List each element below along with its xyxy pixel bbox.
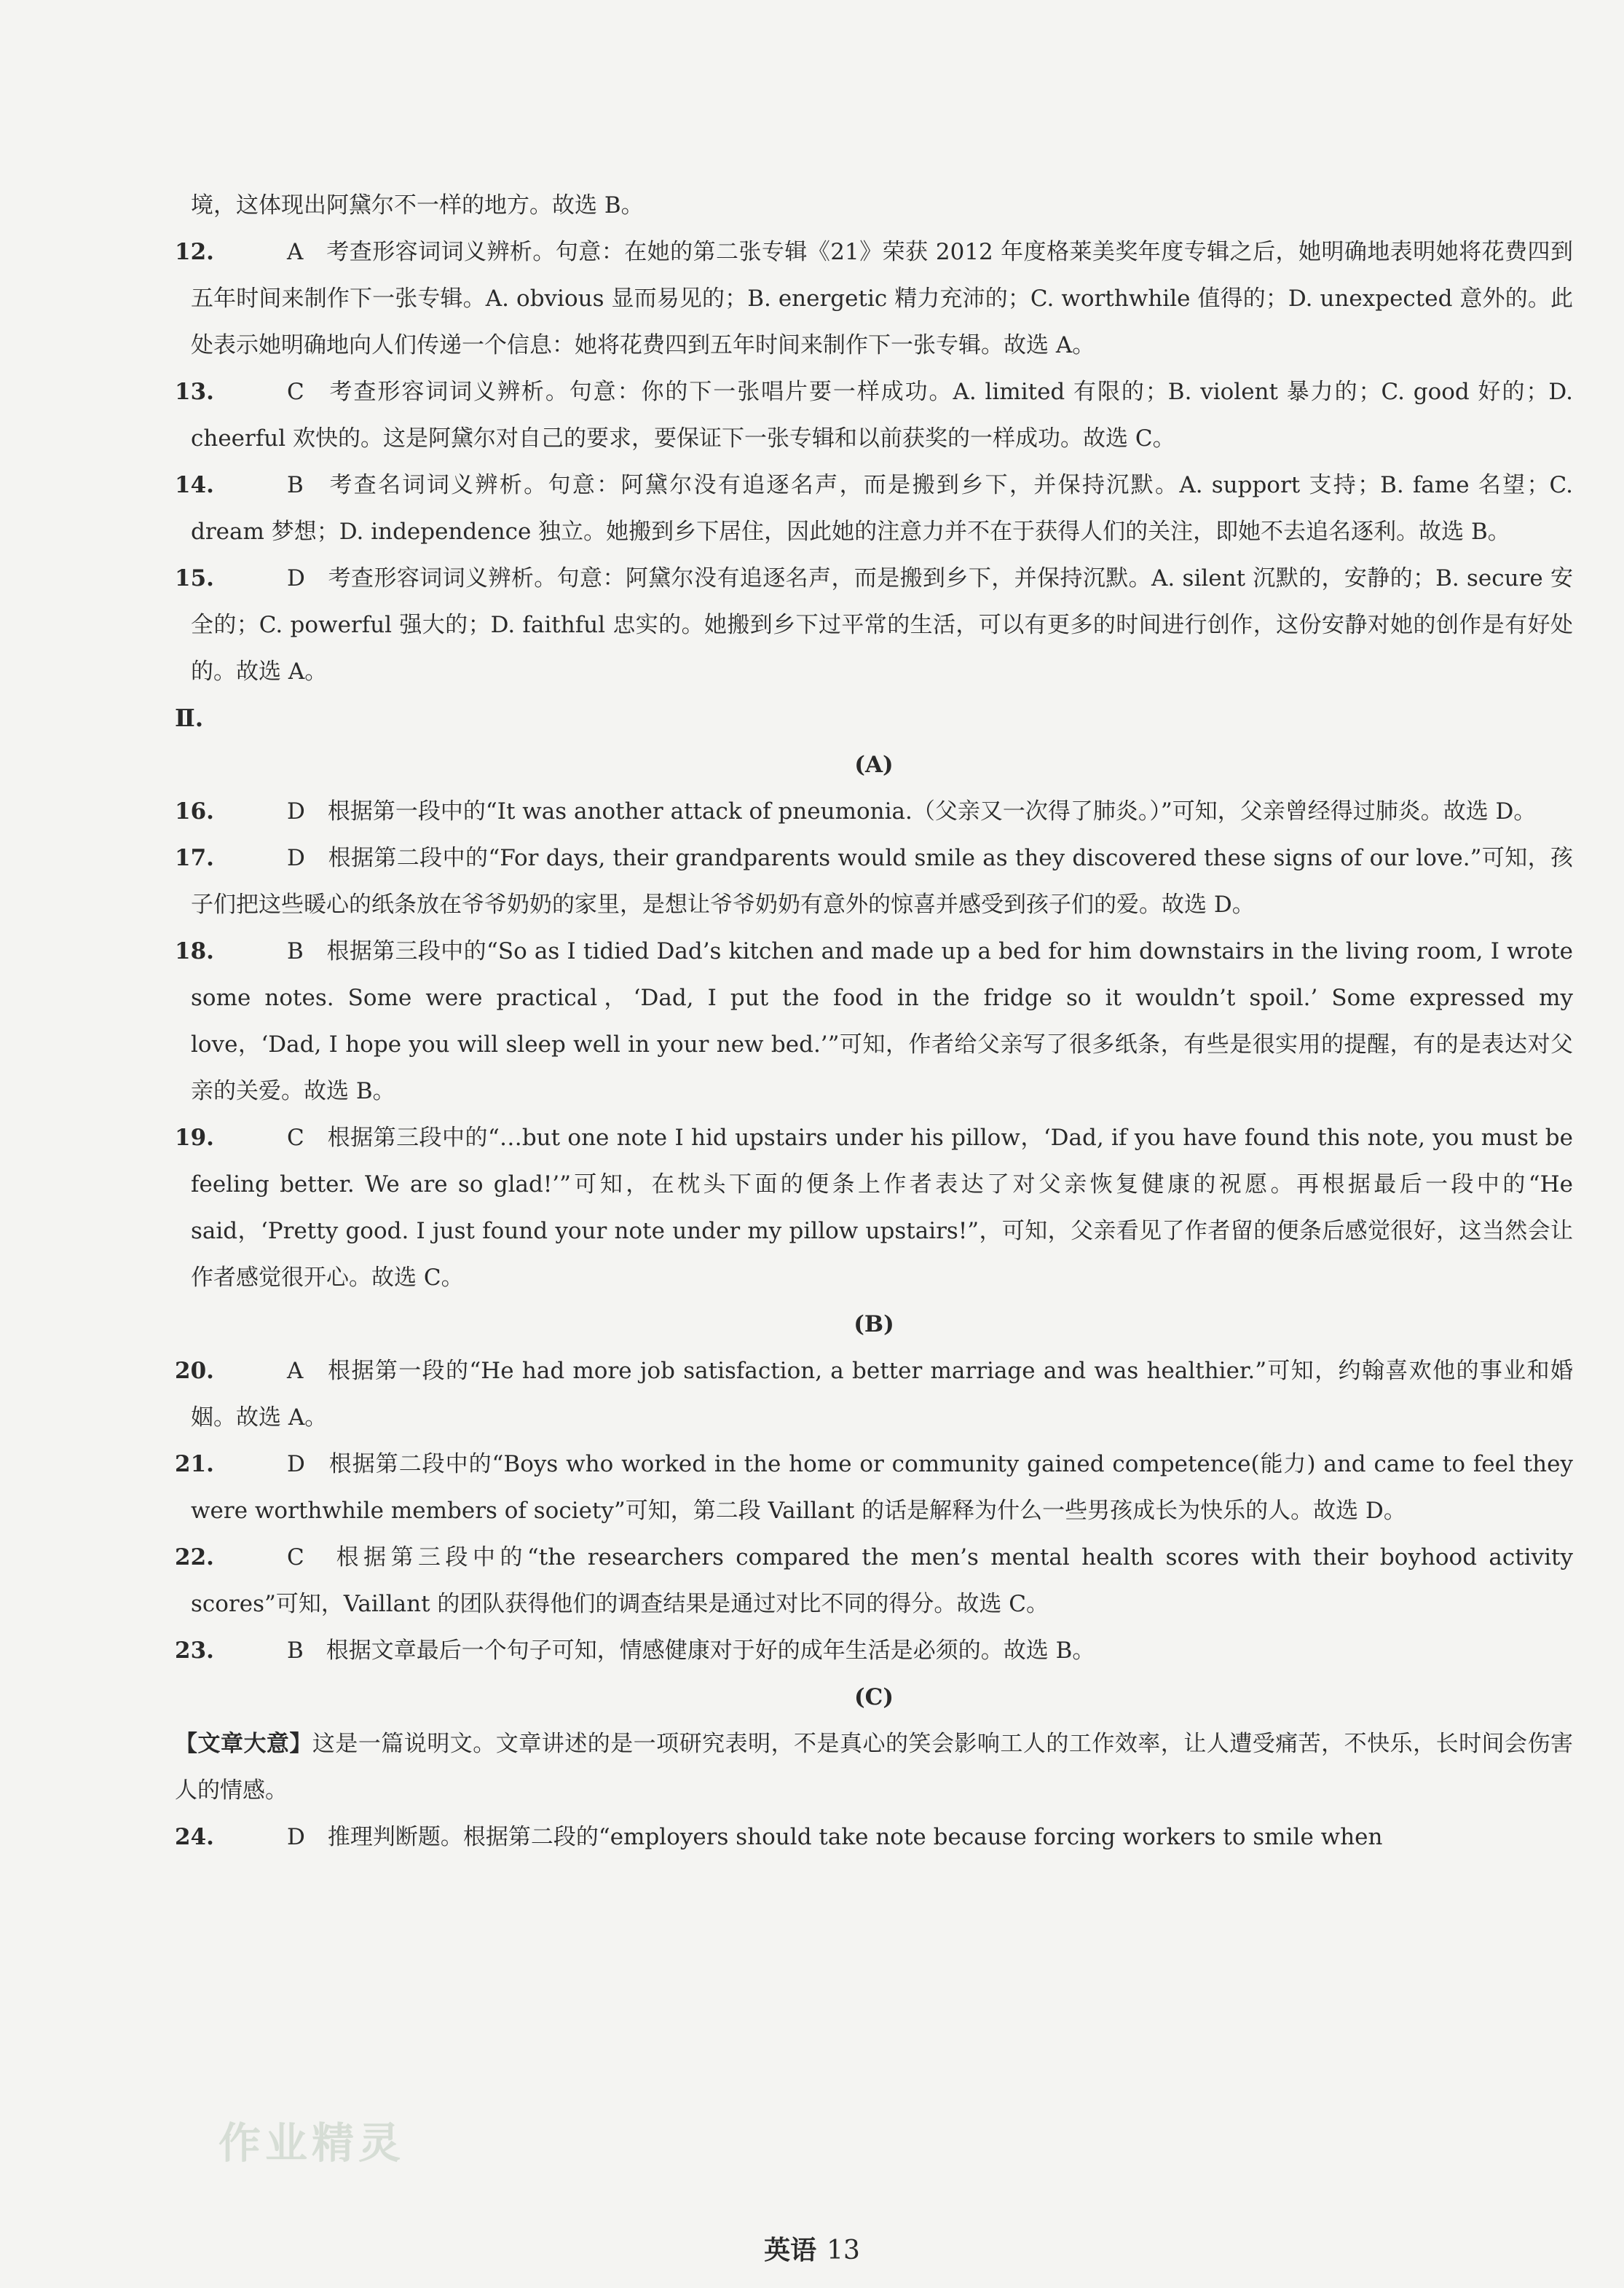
subject-label: 英语 [764,2235,817,2265]
answer-item: 21. D 根据第二段中的“Boys who worked in the home or community gained competence(能力) and came to feel they were worthwhile members of society”可知，第二段 Vaillant 的话是解释为什么一些男孩成长为快乐的人。故选 D。 [175,1451,1573,1524]
watermark-logo: 作业精灵 [218,2118,406,2168]
article-summary: 【文章大意】这是一篇说明文。文章讲述的是一项研究表明，不是真心的笑会影响工人的工作效率，让人遭受痛苦，不快乐，长时间会伤害人的情感。 [175,1731,1574,1804]
section-heading-c: (C) [854,1684,894,1710]
answer-item: 24. D 推理判断题。根据第二段的“employers should take note because forcing workers to smile when [175,1824,1383,1850]
answer-content [175,182,1573,1860]
section-heading-a: (A) [854,752,894,778]
answer-item: 12. A 考查形容词词义辨析。句意：在她的第二张专辑《21》荣获 2012 年度格莱美奖年度专辑之后，她明确地表明她将花费四到五年时间来制作下一张专辑。A. obvious 显而易见的；B. energetic 精力充沛的；C. worthwhile 值得的；D. unexpected 意外的。此处表示她明确地向人们传递一个信息：她将花费四到五年时间来制作下一张专辑。故选 A。 [175,239,1573,358]
answer-item: 20. A 根据第一段的“He had more job satisfaction, a better marriage and was healthier.”可知，约翰喜欢他的事业和婚姻。故选 A。 [175,1358,1573,1431]
answer-continuation: 境，这体现出阿黛尔不一样的地方。故选 B。 [191,192,644,219]
part-heading: Ⅱ. [175,704,204,732]
answer-item: 23. B 根据文章最后一个句子可知，情感健康对于好的成年生活是必须的。故选 B。 [175,1638,1095,1664]
answer-item: 16. D 根据第一段中的“It was another attack of pneumonia.（父亲又一次得了肺炎。）”可知，父亲曾经得过肺炎。故选 D。 [175,798,1537,825]
answer-item: 18. B 根据第三段中的“So as I tidied Dad’s kitchen and made up a bed for him downstairs in the living room, I wrote some notes. Some were practical，‘Dad, I put the food in the fridge so it wouldn’t spoil.’ Some expressed my love，‘Dad, I hope you will sleep well in your new bed.’”可知，作者给父亲写了很多纸条，有些是很实用的提醒，有的是表达对父亲的关爱。故选 B。 [175,938,1573,1104]
page-footer [0,2233,1624,2268]
answer-item: 15. D 考查形容词词义辨析。句意：阿黛尔没有追逐名声，而是搬到乡下，并保持沉默。A. silent 沉默的，安静的；B. secure 安全的；C. powerful 强大的；D. faithful 忠实的。她搬到乡下过平常的生活，可以有更多的时间进行创作，这份安静对她的创作是有好处的。故选 A。 [175,565,1573,685]
summary-tag: 【文章大意】 [175,1731,312,1757]
answer-item: 17. D 根据第二段中的“For days, their grandparents would smile as they discovered these signs of our love.”可知，孩子们把这些暖心的纸条放在爷爷奶奶的家里，是想让爷爷奶奶有意外的惊喜并感受到孩子们的爱。故选 D。 [175,845,1573,918]
answer-item: 14. B 考查名词词义辨析。句意：阿黛尔没有追逐名声，而是搬到乡下，并保持沉默。A. support 支持；B. fame 名望；C. dream 梦想；D. independence 独立。她搬到乡下居住，因此她的注意力并不在于获得人们的关注，即她不去追名逐利。故选 B。 [175,472,1573,545]
section-heading-b: (B) [854,1311,894,1337]
answer-item: 22. C 根据第三段中的“the researchers compared the men’s mental health scores with their boyhood activity scores”可知，Vaillant 的团队获得他们的调查结果是通过对比不同的得分。故选 C。 [175,1544,1573,1617]
answer-item: 19. C 根据第三段中的“…but one note I hid upstairs under his pillow，‘Dad, if you have found this note, you must be feeling better. We are so glad!’”可知，在枕头下面的便条上作者表达了对父亲恢复健康的祝愿。再根据最后一段中的“He said，‘Pretty good. I just found your note under my pillow upstairs!”，可知，父亲看见了作者留的便条后感觉很好，这当然会让作者感觉很开心。故选 C。 [175,1125,1573,1291]
page-number: 13 [827,2236,860,2265]
answer-item: 13. C 考查形容词词义辨析。句意：你的下一张唱片要一样成功。A. limited 有限的；B. violent 暴力的；C. good 好的；D. cheerful 欢快的。这是阿黛尔对自己的要求，要保证下一张专辑和以前获奖的一样成功。故选 C。 [175,379,1573,452]
